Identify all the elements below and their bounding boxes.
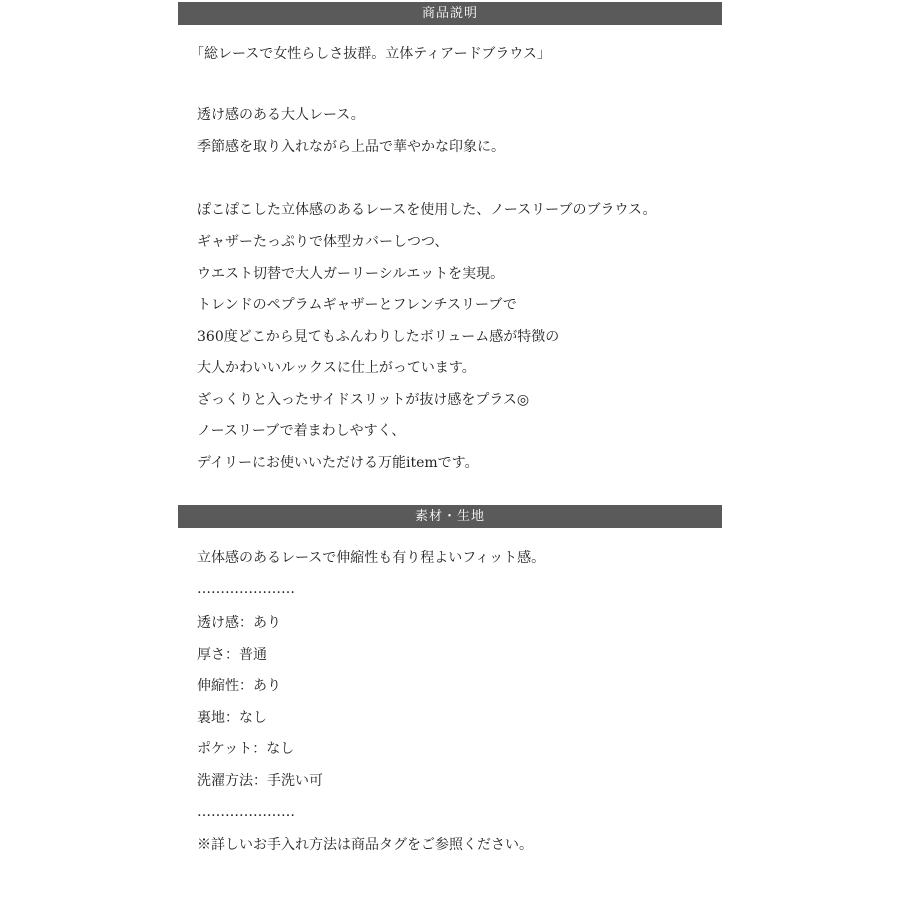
spec-stretch: 伸縮性：あり — [197, 678, 281, 694]
intro-line-1: 透け感のある大人レース。 — [197, 107, 365, 123]
separator-bottom: ………………… — [197, 804, 295, 820]
spec-lining: 裏地：なし — [197, 710, 267, 726]
body-line-7: ざっくりと入ったサイドスリットが抜け感をプラス◎ — [197, 392, 530, 408]
section-header-material: 素材・生地 — [178, 505, 722, 528]
spec-pocket: ポケット：なし — [197, 741, 295, 757]
spec-transparency: 透け感：あり — [197, 615, 281, 631]
care-note: ※詳しいお手入れ方法は商品タグをご参照ください。 — [197, 837, 533, 853]
body-line-1: ぽこぽこした立体感のあるレースを使用した、ノースリーブのブラウス。 — [197, 202, 657, 218]
body-line-3: ウエスト切替で大人ガーリーシルエットを実現。 — [197, 266, 505, 282]
body-line-9: デイリーにお使いいただける万能itemです。 — [197, 455, 479, 471]
body-line-5: 360度どこから見てもふんわりしたボリューム感が特徴の — [197, 329, 560, 345]
body-line-6: 大人かわいいルックスに仕上がっています。 — [197, 360, 476, 376]
body-line-2: ギャザーたっぷりで体型カバーしつつ、 — [197, 234, 449, 250]
spec-washing: 洗濯方法：手洗い可 — [197, 773, 323, 789]
intro-line-2: 季節感を取り入れながら上品で華やかな印象に。 — [197, 139, 505, 155]
body-line-8: ノースリーブで着まわしやすく、 — [197, 423, 406, 439]
catch-copy: 「総レースで女性らしさ抜群。立体ティアードブラウス」 — [190, 46, 551, 62]
section-header-description: 商品説明 — [178, 2, 722, 25]
spec-thickness: 厚さ：普通 — [197, 647, 267, 663]
separator-top: ………………… — [197, 581, 295, 597]
material-summary: 立体感のあるレースで伸縮性も有り程よいフィット感。 — [197, 550, 546, 566]
body-line-4: トレンドのペプラムギャザーとフレンチスリーブで — [197, 297, 517, 313]
